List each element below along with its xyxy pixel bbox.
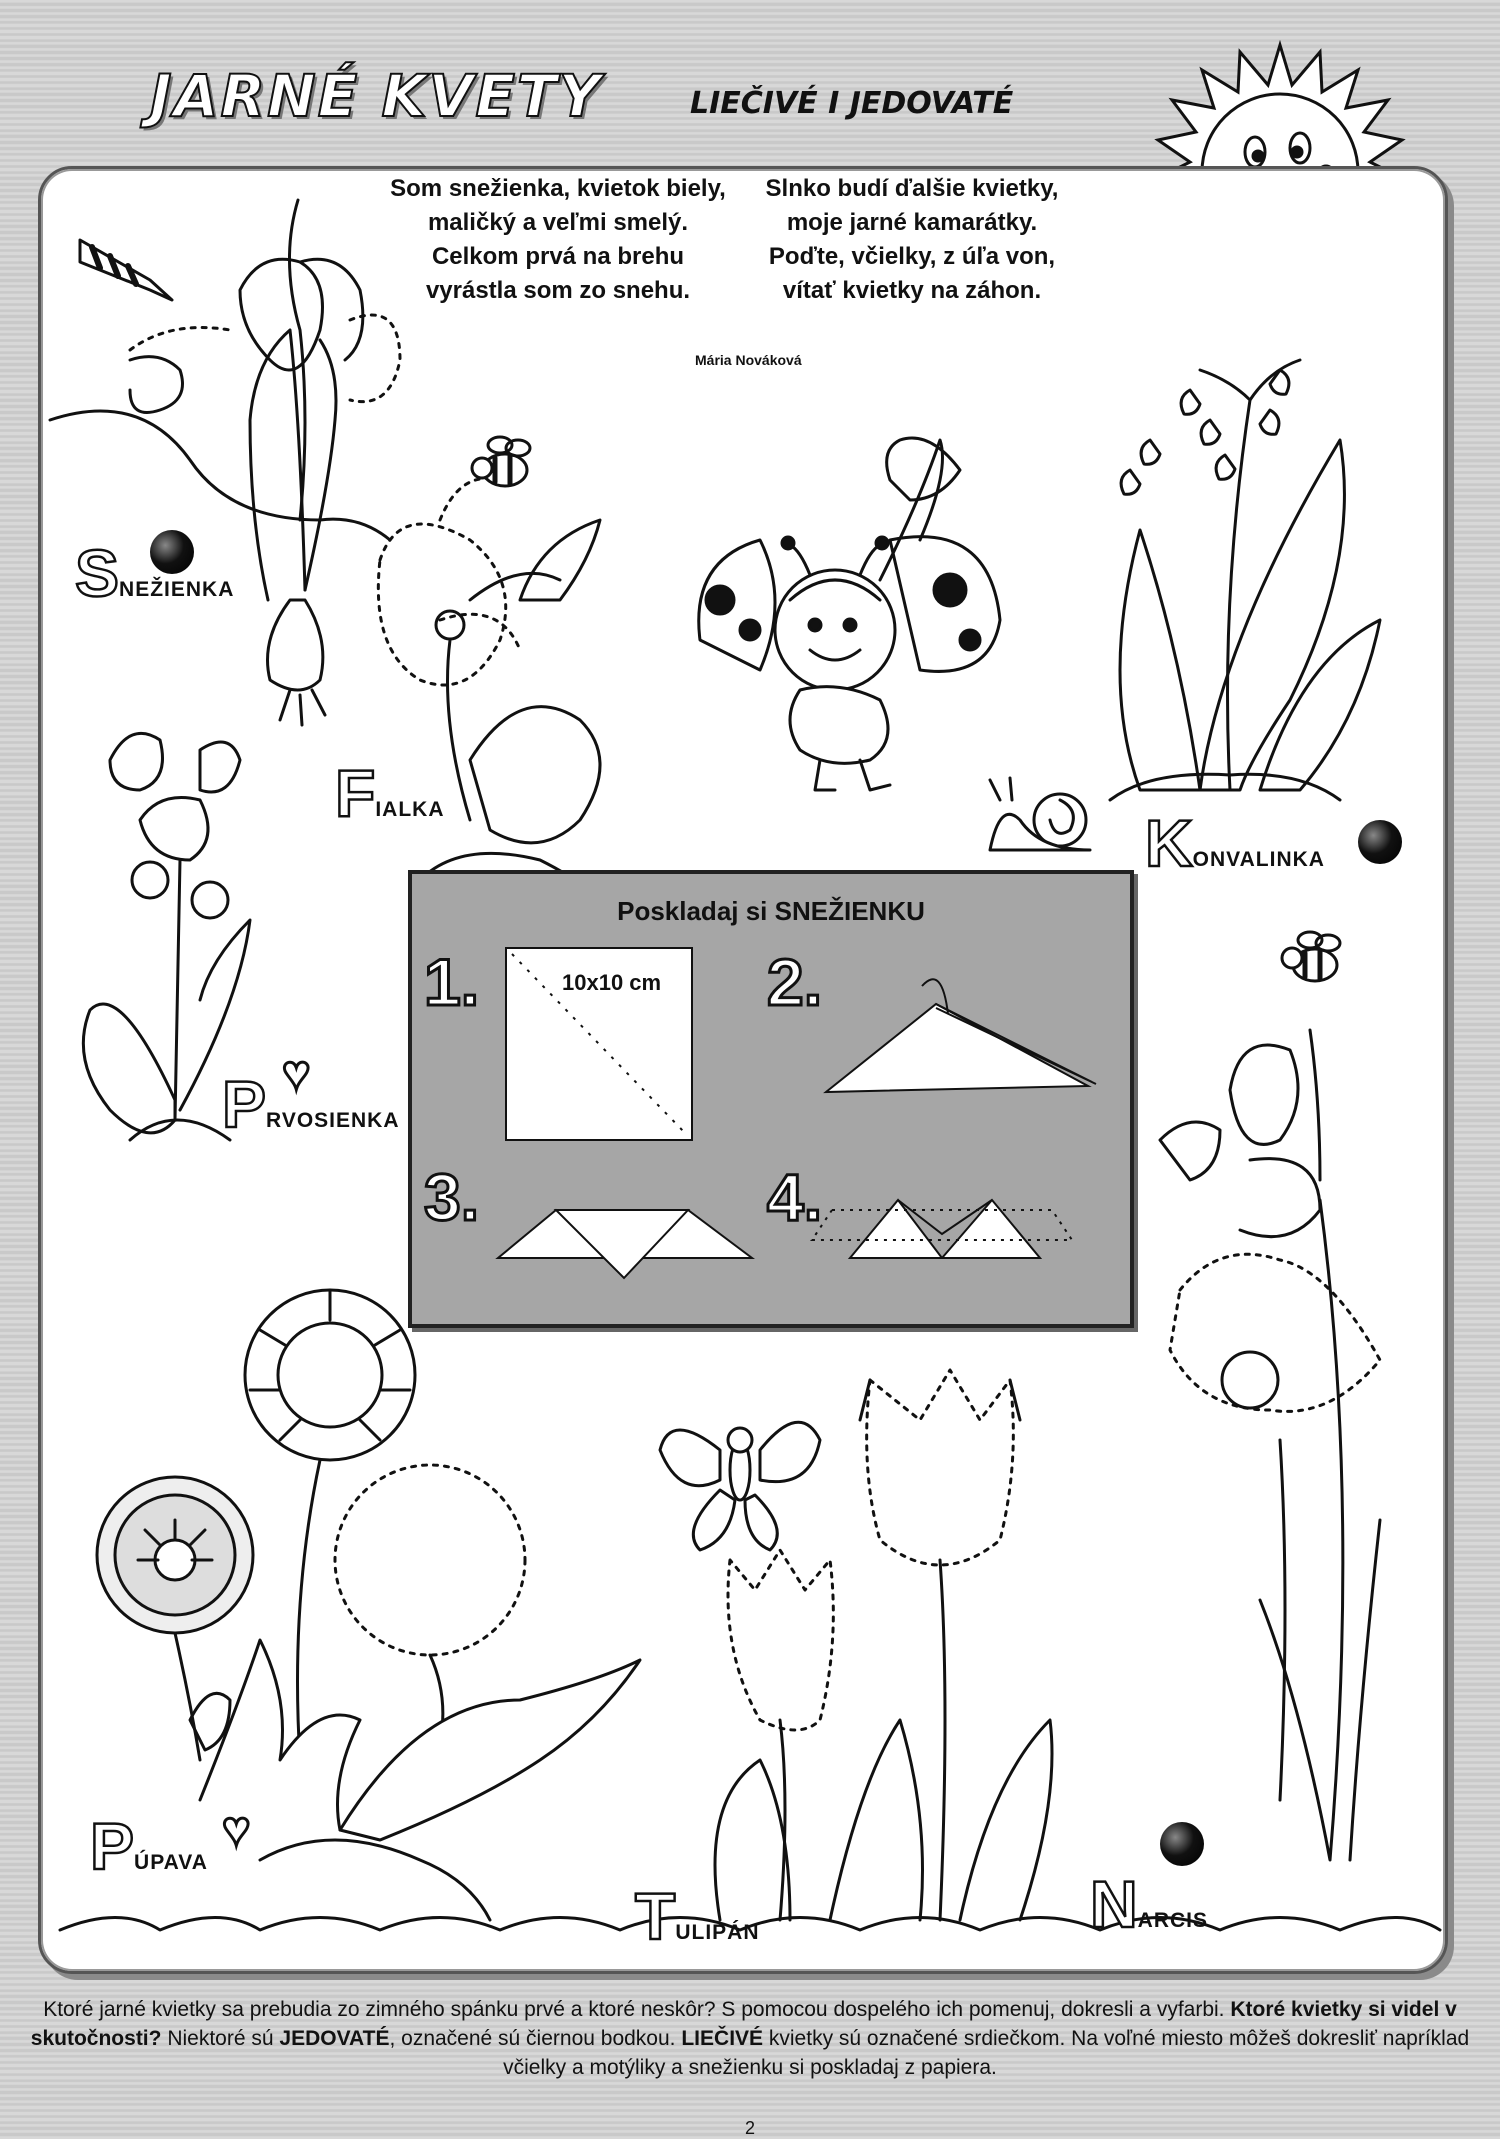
poem-line: vyrástla som zo snehu. [425,277,691,304]
folding-diagrams [412,874,1130,1324]
poison-dot-icon [1358,820,1402,864]
step-number: 3. [424,1160,480,1234]
poem-line: vítať kvietky na záhon. [782,277,1042,304]
instructions-healing: LIEČIVÉ [681,2027,764,2050]
instructions-poisonous: JEDOVATÉ [279,2027,390,2050]
flower-label-text: ONVALINKA [1192,848,1325,871]
poem-line: Poďte, včielky, z úľa von, [768,243,1056,270]
step-number: 4. [767,1160,823,1234]
poem-author: Mária Nováková [695,352,802,368]
flower-label-initial: F [335,756,376,830]
instructions-part: Niektoré sú [167,2027,274,2050]
butterfly-drawing [660,1422,820,1550]
step-number: 1. [424,945,480,1019]
flower-label-konvalinka [1145,805,1325,881]
flower-label-text: ÚPAVA [134,1851,208,1874]
poison-dot-icon [1160,1822,1204,1866]
poem-line: Celkom prvá na brehu [431,243,685,270]
page-subtitle: LIEČIVÉ I JEDOVATÉ [690,86,1014,121]
flower-label-initial: N [1090,1867,1138,1941]
daffodil-drawing [1160,1030,1380,1860]
instructions-text [30,1995,1470,2082]
healing-heart-icon: ♥ [282,1047,311,1100]
flower-label-initial: S [75,536,120,610]
step-number: 2. [767,945,823,1019]
folding-title: Poskladaj si SNEŽIENKU [617,896,925,926]
healing-heart-icon: ♥ [222,1803,251,1856]
flower-label-pupava [90,1808,208,1884]
ladybug-drawing [699,438,1000,790]
paper-size-label: 10x10 cm [562,970,662,995]
poem-line: Som snežienka, kvietok biely, [390,175,726,202]
flower-label-initial: T [635,1879,676,1953]
instructions-question: Ktoré kvietky si videl v skutočnosti? [30,1998,1457,2050]
poem-line: maličký a veľmi smelý. [427,209,689,236]
flower-label-initial: K [1145,806,1193,880]
flower-label-fialka [335,755,445,831]
page-title: JARNÉ KVETY [150,62,603,130]
flower-label-text: ULIPÁN [675,1921,760,1944]
violet-drawing [378,478,600,900]
instructions-part: Ktoré jarné kvietky sa prebudia zo zimného spánku prvé a ktoré neskôr? S pomocou dospelého ich pomenuj, dokresli a vyfarbi. [43,1998,1225,2021]
poem-line: moje jarné kamarátky. [786,209,1038,236]
poison-dot-icon [150,530,194,574]
bee-drawing [1282,932,1340,981]
bee-drawing [472,437,530,486]
snail-drawing [990,778,1090,850]
flower-label-text: IALKA [375,798,445,821]
flower-label-text: NEŽIENKA [119,578,235,601]
poem-line: Slnko budí ďalšie kvietky, [765,175,1059,202]
instructions-part: , označené sú čiernou bodkou. [389,2027,676,2050]
snowdrop-drawing [50,200,400,725]
page-number: 2 [744,2118,755,2138]
flower-label-prvosienka [222,1066,400,1142]
flower-label-text: RVOSIENKA [266,1109,400,1132]
lily-of-the-valley-drawing [1110,360,1380,800]
flower-label-text: ARCIS [1137,1909,1209,1932]
flower-label-tulipan [635,1878,760,1954]
flower-label-initial: P [90,1809,135,1883]
pencil-icon [80,240,172,300]
flower-label-initial: P [222,1067,267,1141]
folding-instructions-box [408,870,1134,1328]
flower-label-narcis [1090,1866,1208,1942]
instructions-part: kvietky sú označené srdiečkom. Na voľné miesto môžeš dokresliť napríklad včielky a motýliky a snežienku si poskladaj z papiera. [503,2027,1470,2079]
